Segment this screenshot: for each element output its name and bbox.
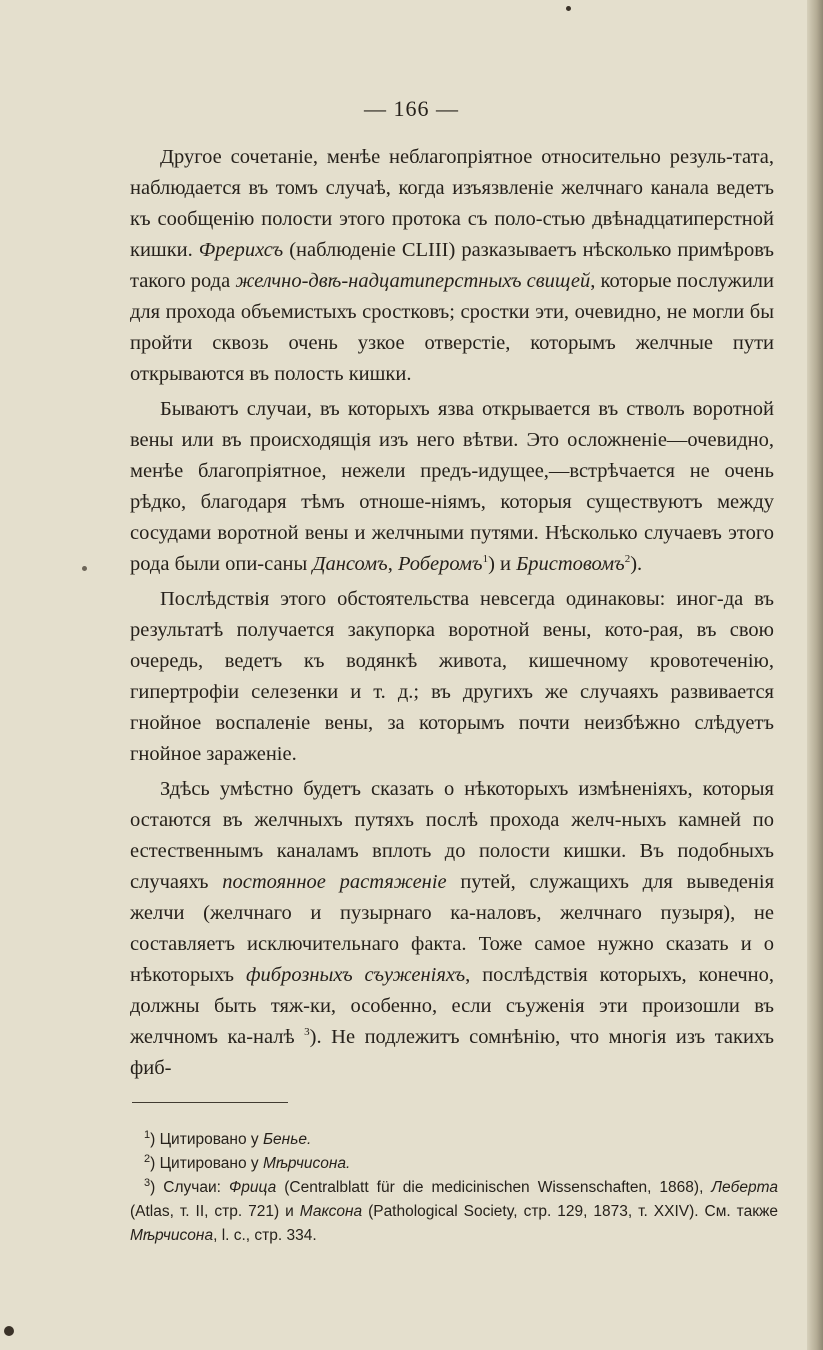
text-run: (Atlas, т. II, стр. 721) и [130,1203,300,1220]
italic-run: Леберта [711,1179,778,1196]
text-run: путей, служащихъ для выведенія желчи (желчнаго и пузырнаго ка-наловъ, желчнаго пузыря), не составляетъ исключительнаго факта. Тоже самое нужно сказать и о нѣкоторыхъ [130,871,774,986]
text-run: ) Случаи: [150,1179,229,1196]
italic-run: Максона [299,1203,363,1220]
page-number: — 166 — [364,96,459,121]
text-run: ) Цитировано у [150,1131,263,1148]
text-run: , послѣдствія которыхъ, конечно, должны быть тяж-ки, особенно, если съуженія эти произошли въ желчномъ ка-налѣ [130,964,775,1048]
footnote-ref: 2 [144,1152,151,1165]
footnote-ref: 1 [144,1128,151,1141]
text-run: Послѣдствія этого обстоятельства невсегда одинаковы: иног-да въ результатѣ получается закупорка воротной вены, кото-рая, въ свою очередь, ведетъ къ водянкѣ живота, кишечному кровотеченію, гипертрофіи селезенки и т. д.; въ другихъ же случаяхъ развивается гнойное воспаленіе вены, за которымъ почти неизбѣжно слѣдуетъ гнойное зараженіе. [130,588,774,765]
italic-run: Дансомъ [312,553,388,575]
paragraph [130,774,774,1084]
main-text [130,142,774,1088]
footnote-ref: 2 [624,553,631,566]
footnote-ref: 3 [304,1026,310,1039]
text-run: (наблюденіе CLIII) разказываетъ нѣсколько примѣровъ такого рода [130,239,774,292]
italic-run: фиброзныхъ съуженіяхъ [245,964,466,986]
text-run: ) Цитировано у [150,1155,263,1172]
italic-run: желчно-двѣ-надцатиперстныхъ свищей [235,270,591,292]
footnote [130,1128,778,1152]
italic-run: Фрица [228,1179,277,1196]
footnote [130,1152,778,1176]
ink-speck [566,6,571,11]
footnote [130,1176,778,1248]
italic-run: постоянное растяженіе [222,871,447,893]
text-run: ). Не подлежитъ сомнѣнію, что многія изъ такихъ фиб- [130,1026,774,1079]
text-run: Другое сочетаніе, менѣе неблагопріятное относительно резуль-тата, наблюдается въ томъ случаѣ, когда изъязвленіе желчнаго канала ведетъ къ сообщенію полости этого протока съ поло-стью двѣнадцатиперстной кишки. [130,146,774,261]
italic-run: Бристовомъ [516,553,625,575]
footnote-ref: 1 [482,553,489,566]
italic-run: Мѣрчисона. [262,1155,351,1172]
text-run: (Pathological Society, стр. 129, 1873, т. XXIV). См. также [362,1203,778,1220]
footnote-separator [132,1102,288,1103]
text-run: Здѣсь умѣстно будетъ сказать о нѣкоторыхъ измѣненіяхъ, которыя остаются въ желчныхъ путяхъ послѣ прохода желч-ныхъ камней по естественнымъ каналамъ вплоть до полости кишки. Въ подобныхъ случаяхъ [130,778,774,893]
text-run: ) и [488,553,517,575]
ink-speck [4,1326,14,1336]
paragraph [130,394,774,580]
text-run: , l. c., стр. 334. [213,1227,317,1244]
text-run: , [387,553,398,575]
italic-run: Беньe. [262,1131,312,1148]
italic-run: Мѣрчисона [130,1227,214,1244]
text-run: Бываютъ случаи, въ которыхъ язва открывается въ стволъ воротной вены или въ происходящія изъ него вѣтви. Это осложненіе—очевидно, менѣе благопріятное, нежели предъ-идущее,—встрѣчается не очень рѣдко, благодаря тѣмъ отноше-ніямъ, которыя существуютъ между сосудами воротной вены и желчными путями. Нѣсколько случаевъ этого рода были опи-саны [130,398,774,575]
page-edge [807,0,823,1350]
footnotes [130,1128,778,1248]
italic-run: Роберомъ [397,553,483,575]
paragraph [130,142,774,390]
footnote-ref: 3 [144,1176,151,1189]
text-run: (Centralblatt für die medicinischen Wissenschaften, 1868), [276,1179,712,1196]
text-run: ). [630,553,643,575]
ink-speck [82,566,87,571]
text-run: , которые послужили для прохода объемистыхъ сростковъ; сростки эти, очевидно, не могли бы пройти сквозь очень узкое отверстіе, которымъ желчные пути открываются въ полость кишки. [130,270,774,385]
paragraph [130,584,774,770]
italic-run: Фрерихсъ [198,239,284,261]
